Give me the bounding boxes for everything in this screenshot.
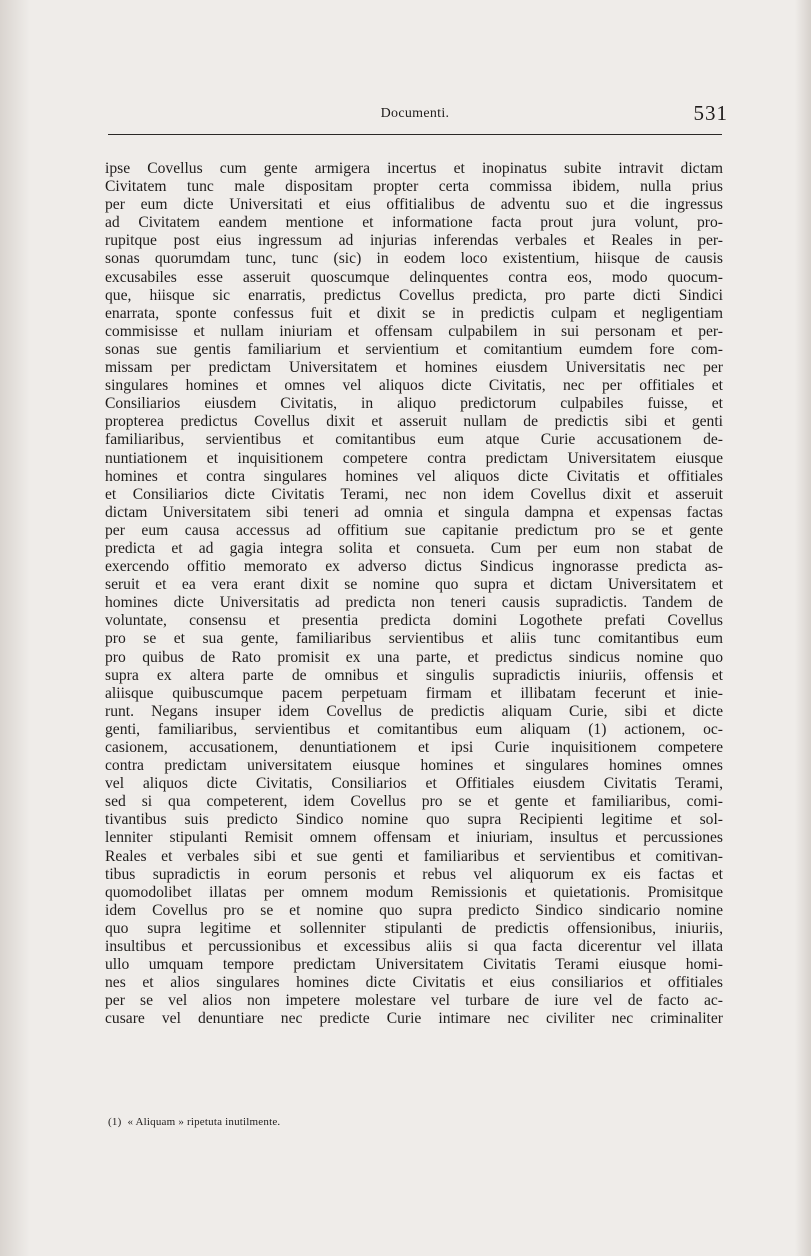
- text-line: rupitque post eius ingressum ad injurias inferendas verbales et Reales in per-: [105, 232, 723, 250]
- text-line: missam per predictam Universitatem et homines eiusdem Universitatis nec per: [105, 359, 723, 377]
- text-line: Civitatem tunc male dispositam propter certa commissa ibidem, nulla prius: [105, 178, 723, 196]
- running-title: Documenti.: [380, 106, 450, 121]
- text-line: Consiliarios eiusdem Civitatis, in aliquo predictorum culpabiles fuisse, et: [105, 395, 723, 413]
- text-line: nuntiationem et inquisitionem competere contra predictam Universitatem eiusque: [105, 449, 723, 467]
- text-line: homines et contra singulares homines vel aliquos dicte Civitatis et offitiales: [105, 467, 723, 485]
- text-line: runt. Negans insuper idem Covellus de predictis aliquam Curie, sibi et dicte: [105, 702, 723, 720]
- page-edge-shadow-right: [795, 0, 811, 1256]
- text-line: tibus supradictis in eorum personis et rebus vel aliquorum ex eis factas et: [105, 865, 723, 883]
- text-line: ullo umquam tempore predictam Universitatem Civitatis Terami eiusque homi-: [105, 956, 723, 974]
- text-line: Reales et verbales sibi et sue genti et familiaribus et servientibus et comitivan-: [105, 847, 723, 865]
- text-line: homines dicte Universitatis ad predicta non teneri causis supradictis. Tandem de: [105, 594, 723, 612]
- text-line: pro quibus de Rato promisit ex una parte, et predictus sindicus nomine quo: [105, 648, 723, 666]
- page-edge-shadow-left: [0, 0, 30, 1256]
- text-line: que, hiisque sic enarratis, predictus Covellus predicta, pro parte dicti Sindici: [105, 286, 723, 304]
- text-line: predicta et ad gagia integra solita et consueta. Cum per eum non stabat de: [105, 539, 723, 557]
- running-head: [108, 101, 728, 135]
- text-line: contra predictam universitatem eiusque homines et singulares homines omnes: [105, 757, 723, 775]
- body-text: [105, 160, 723, 1029]
- text-line: familiaribus, servientibus et comitantibus eum atque Curie accusationem de-: [105, 431, 723, 449]
- text-line: sed si qua competerent, idem Covellus pro se et gente et familiaribus, comi-: [105, 793, 723, 811]
- text-line: ad Civitatem eandem mentione et informatione facta prout jura volunt, pro-: [105, 214, 723, 232]
- page-number: 531: [693, 101, 728, 125]
- text-line: per se vel alios non impetere molestare vel turbare de iure vel de facto ac-: [105, 992, 723, 1010]
- text-line: tivantibus suis predicto Sindico nomine quo supra Recipienti legitime et sol-: [105, 811, 723, 829]
- text-line: cusare vel denuntiare nec predicte Curie intimare nec civiliter nec criminaliter: [105, 1010, 723, 1028]
- footnote-text: « Aliquam » ripetuta inutilmente.: [127, 1116, 281, 1128]
- text-line: enarrata, sponte confessus fuit et dixit se in predictis culpam et negligentiam: [105, 304, 723, 322]
- text-line: aliisque quibuscumque pacem perpetuam firmam et illibatam fecerunt et inie-: [105, 684, 723, 702]
- text-line: nes et alios singulares homines dicte Civitatis et eius consiliarios et offitiales: [105, 974, 723, 992]
- text-line: genti, familiaribus, servientibus et comitantibus eum aliquam (1) actionem, oc-: [105, 720, 723, 738]
- text-line: per eum dicte Universitati et eius offitialibus de adventu suo et die ingressus: [105, 196, 723, 214]
- text-line: sonas quorumdam tunc, tunc (sic) in eodem loco existentium, hiisque de causis: [105, 250, 723, 268]
- text-line: excusabiles esse asseruit quoscumque delinquentes contra eos, modo quocum-: [105, 268, 723, 286]
- text-line: dictam Universitatem sibi teneri ad omnia et singula dampna et expensas factas: [105, 503, 723, 521]
- text-line: singulares homines et omnes vel aliquos dicte Civitatis, nec per offitiales et: [105, 377, 723, 395]
- text-line: pro se et sua gente, familiaribus servientibus et aliis tunc comitantibus eum: [105, 630, 723, 648]
- text-line: insultibus et percussionibus et excessibus aliis si qua facta dicerentur vel illata: [105, 938, 723, 956]
- footnote-marker: (1): [108, 1116, 122, 1128]
- text-line: vel aliquos dicte Civitatis, Consiliarios et Offitiales eiusdem Civitatis Terami,: [105, 775, 723, 793]
- text-line: ipse Covellus cum gente armigera incertus et inopinatus subite intravit dictam: [105, 160, 723, 177]
- text-line: exercendo offitio memorato ex adverso dictus Sindicus ingnorasse predicta as-: [105, 558, 723, 576]
- text-line: per eum causa accessus ad offitium sue capitanie predictum pro se et gente: [105, 521, 723, 539]
- text-line: idem Covellus pro se et nomine quo supra predicto Sindico sindicario nomine: [105, 901, 723, 919]
- text-line: quomodolibet illatas per omnem modum Remissionis et quietationis. Promisitque: [105, 883, 723, 901]
- text-line: quo supra legitime et sollenniter stipulanti de predictis offensionibus, iniuriis,: [105, 919, 723, 937]
- text-line: sonas sue gentis familiarium et servientium et comitantium eumdem fore com-: [105, 340, 723, 358]
- text-line: et Consiliarios dicte Civitatis Terami, nec non idem Covellus dixit et asseruit: [105, 485, 723, 503]
- text-line: lenniter stipulanti Remisit omnem offensam et iniuriam, insultus et percussiones: [105, 829, 723, 847]
- text-line: supra ex altera parte de omnibus et singulis supradictis iniuriis, offensis et: [105, 666, 723, 684]
- footnote: [108, 1116, 280, 1128]
- text-line: voluntate, consensu et presentia predicta domini Logothete prefati Covellus: [105, 612, 723, 630]
- text-line: commisisse et nullam iniuriam et offensam culpabilem in sui personam et per-: [105, 322, 723, 340]
- text-line: seruit et ea vera erant dixit se nomine quo supra et dictam Universitatem et: [105, 576, 723, 594]
- text-line: casionem, accusationem, denuntiationem et ipsi Curie inquisitionem competere: [105, 739, 723, 756]
- text-line: propterea predictus Covellus dixit et asseruit nullam de predictis sibi et genti: [105, 413, 723, 431]
